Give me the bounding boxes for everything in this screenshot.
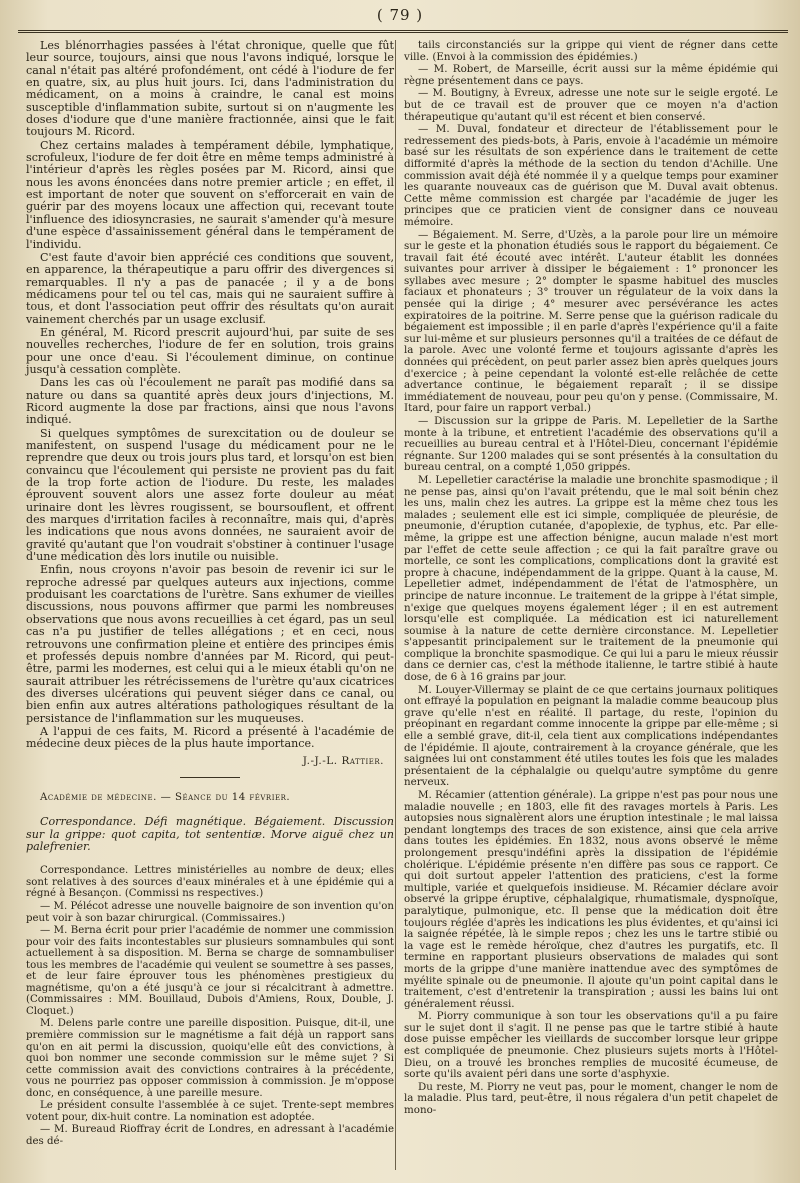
paragraph: Chez certains malades à tempérament débile, lymphatique, scrofuleux, l'iodure de fer doit être en même temps administré à l'intérieur d'après les règles posées par M. Ricord, ainsi que nous les avons énoncées dans notre premier article ; en effet, il est important de noter que souvent on s'efforcerait en vain de guérir par des moyens locaux une affection qui, recevant toute l'influence des idiosyncrasies, ne saurait s'amender qu'à mesure d'une espèce d'assainissement général dans le tempérament de l'individu. <box>26 138 394 251</box>
paragraph: — M. Bureaud Rioffray écrit de Londres, en adressant à l'académie des dé- <box>26 1124 394 1147</box>
section-summary: Correspondance. Défi magnétique. Bégaiement. Discussion sur la grippe: quot capita, tot sententiæ. Morve aiguë chez un palefrenier. <box>26 815 394 853</box>
paragraph: Enfin, nous croyons n'avoir pas besoin de revenir ici sur le reproche adressé par quelques auteurs aux injections, comme produisant les coarctations de l'urètre. Sans exhumer de vieilles discussions, nous pouvons affirmer que parmi les nombreuses observations que nous avons recueillies à cet égard, pas un seul cas n'a pu justifier de telles allégations ; et en ceci, nous retrouvons une confirmation pleine et entière des principes émis et professés depuis nombre d'années par M. Ricord, qui peut-être, parmi les modernes, est celui qui a le mieux établi qu'on ne saurait attribuer les rétrécissemens de l'urètre qu'aux cicatrices des diverses ulcérations qui peuvent siéger dans ce canal, ou bien enfin aux autres altérations pathologiques résultant de la persistance de l'inflammation sur les muqueuses. <box>26 563 394 725</box>
paragraph: M. Piorry communique à son tour les observations qu'il a pu faire sur le sujet dont il s'agit. Il ne pense pas que le tartre stibié à haute dose puisse empêcher les vieillards de succomber lorsque leur grippe est compliquée de pneumonie. Chez plusieurs sujets morts à l'Hôtel-Dieu, on a trouvé les bronches remplies de mucosité écumeuse, de sorte qu'ils avaient péri dans une sorte d'asphyxie. <box>404 1010 778 1081</box>
paragraph: A l'appui de ces faits, M. Ricord a présenté à l'académie de médecine deux pièces de la plus haute importance. <box>26 724 394 751</box>
author-signature: J.-J.-L. Rattier. <box>302 754 384 767</box>
paragraph: M. Lepelletier caractérise la maladie une bronchite spasmodique ; il ne pense pas, ainsi qu'on l'avait prétendu, que le mal soit bénin chez les uns, malin chez les autres. La grippe est la même chez tous les malades ; seulement elle est ici simple, compliquée de pleurésie, de pneumonie, d'éruption cutanée, d'apoplexie, de typhus, etc. Par elle-même, la grippe est une affection bénigne, aucun malade n'est mort par l'effet de cette seule affection ; ce qui la fait paraître grave ou mortelle, ce sont les complications, complications dont la gravité est propre à chacune, indépendamment de la grippe. Quant à la cause, M. Lepelletier admet, indépendamment de l'état de l'atmosphère, un principe de nature inconnue. Le traitement de la grippe à l'état simple, n'exige que quelques moyens également léger ; il en est autrement lorsqu'elle est compliquée. La médication est ici naturellement soumise à la nature de cette dernière circonstance. M. Lepelletier s'appesantit principalement sur le traitement de la pneumonie qui complique la bronchite spasmodique. Ce qui lui a paru le mieux réussir dans ce dernier cas, c'est la méthode italienne, le tartre stibié à haute dose, de 6 à 16 grains par jour. <box>404 473 778 684</box>
paragraph: C'est faute d'avoir bien apprécié ces conditions que souvent, en apparence, la thérapeutique a paru offrir des divergences si remarquables. Il n'y a pas de panacée ; il y a de bons médicamens pour tel ou tel cas, mais qui ne sauraient suffire à tous, et dont l'association peut offrir des résultats qu'on aurait vainement cherchés par un usage exclusif. <box>26 250 394 326</box>
paragraph: tails circonstanciés sur la grippe qui vient de régner dans cette ville. (Envoi à la commission des épidémies.) <box>404 39 778 63</box>
paragraph: M. Delens parle contre une pareille disposition. Puisque, dit-il, une première commission sur le magnétisme a fait déjà un rapport sans qu'on en ait permi la discussion, quoiqu'elle eût des convictions, à quoi bon nommer une seconde commission sur le même sujet ? Si cette commission avait des convictions contraires à la précédente, vous ne pourriez pas opposer commission à commission. Je m'oppose donc, en conséquence, à une pareille mesure. <box>26 1018 394 1099</box>
proceedings-text <box>26 865 394 1147</box>
column-separator <box>395 40 396 1170</box>
paragraph: Correspondance. Lettres ministérielles au nombre de deux; elles sont relatives à des sources d'eaux minérales et à une épidémie qui a régné à Besançon. (Commissi ns respectives.) <box>26 865 394 900</box>
left-column <box>26 40 394 1148</box>
paragraph: Les blénorrhagies passées à l'état chronique, quelle que fût leur source, toujours, ainsi que nous l'avons indiqué, lorsque le canal n'était pas altéré profondément, ont cédé à l'iodure de fer en quatre, six, au plus huit jours. Ici, dans l'administration du médicament, on a moins à craindre, le canal est moins susceptible d'inflammation subite, surtout si on n'augmente les doses d'iodure que d'une manière fractionnée, ainsi que le fait toujours M. Ricord. <box>26 39 394 139</box>
paragraph: M. Louyer-Villermay se plaint de ce que certains journaux politiques ont effrayé la population en peignant la maladie comme beaucoup plus grave qu'elle n'est en réalité. Il partage, du reste, l'opinion du préopinant en regardant comme innocente la grippe par elle-même ; si elle a semblé grave, dit-il, cela tient aux complications indépendantes de l'épidémie. Il ajoute, contrairement à la croyance générale, que les saignées lui ont constamment été utiles toutes les fois que les malades présentaient de la céphalalgie ou quelqu'autre symptôme du genre nerveux. <box>404 683 778 789</box>
divider <box>180 777 240 778</box>
paragraph: M. Récamier (attention générale). La grippe n'est pas pour nous une maladie nouvelle ; en 1803, elle fit des ravages mortels à Paris. Les autopsies nous signalèrent alors une éruption intestinale ; le mal laissa pendant longtemps des traces de son existence, ainsi que cela arrive dans toutes les épidémies. En 1832, nous avons observé le même prolongement presqu'indéfini après la dissipation de l'épidémie cholérique. L'épidémie présente n'en diffère pas sous ce rapport. Ce qui doit surtout appeler l'attention des praticiens, c'est la forme multiple, variée et quelquefois insidieuse. M. Récamier déclare avoir observé la grippe éruptive, céphalalgique, rhumatismale, dyspnoïque, paralytique, pulmonique, etc. Il pense que la médication doit être toujours réglée d'après les indications les plus évidentes, et qu'ainsi ici la saignée répétée, là le simple repos ; chez les uns le tartre stibié ou la vage est le remède héroïque, chez d'autres les purgatifs, etc. Il termine en rapportant plusieurs observations de malades qui sont morts de la grippe d'une manière inattendue avec des symptômes de myélite spinale ou de pneumonie. Il ajoute qu'un point capital dans le traitement, c'est d'entretenir la transpiration ; aussi les bains lui ont généralement réussi. <box>404 789 778 1010</box>
paragraph: Si quelques symptômes de surexcitation ou de douleur se manifestent, on suspend l'usage du médicament pour ne le reprendre que deux ou trois jours plus tard, et lorsqu'on est bien convaincu que l'écoulement qui persiste ne provient pas du fait de la trop forte action de l'iodure. Du reste, les malades éprouvent souvent alors une assez forte douleur au méat urinaire dont les lèvres rougissent, se boursouflent, et offrent des marques d'irritation faciles à reconnaître, mais qui, d'après les indications que nous avons données, ne sauraient avoir de gravité qu'autant que l'on voudrait s'obstiner à continuer l'usage d'une médication dès lors inutile ou nuisible. <box>26 426 394 564</box>
right-column <box>404 40 778 1118</box>
paragraph: — M. Pélécot adresse une nouvelle baignoire de son invention qu'on peut voir à son bazar chirurgical. (Commissaires.) <box>26 900 394 924</box>
section-heading: Académie de médecine. — Séance du 14 février. <box>40 791 291 803</box>
paragraph: — M. Robert, de Marseille, écrit aussi sur la même épidémie qui règne présentement dans ce pays. <box>404 63 778 87</box>
header-rule <box>18 30 788 33</box>
page-number: ( 79 ) <box>376 6 424 24</box>
paragraph: Le président consulte l'assemblée à ce sujet. Trente-sept membres votent pour, dix-huit contre. La nomination est adoptée. <box>26 1100 394 1123</box>
paragraph: En général, M. Ricord prescrit aujourd'hui, par suite de ses nouvelles recherches, l'iodure de fer en solution, trois grains pour une once d'eau. Si l'écoulement diminue, on continue jusqu'à cessation complète. <box>26 325 394 376</box>
paragraph: — M. Duval, fondateur et directeur de l'établissement pour le redressement des pieds-bots, à Paris, envoie à l'académie un mémoire basé sur les résultats de son expérience dans le traitement de cette difformité d'après la méthode de la section du tendon d'Achille. Une commission avait déjà été nommée il y a quelque temps pour examiner les quarante nouveaux cas de guérison que M. Duval avait obtenus. Cette même commission est chargée par l'académie de juger les principes que ce praticien vient de consigner dans ce nouveau mémoire. <box>404 123 778 228</box>
paragraph: Du reste, M. Piorry ne veut pas, pour le moment, changer le nom de la maladie. Plus tard, peut-être, il nous régalera d'un petit chapelet de mono- <box>404 1080 778 1117</box>
paragraph: — M. Berna écrit pour prier l'académie de nommer une commission pour voir des faits incontestables sur plusieurs somnambules qui sont actuellement à sa disposition. M. Berna se charge de somnambuliser tous les membres de l'académie qui veulent se soumettre à ses passes, et de leur faire éprouver tous les phénomènes prestigieux du magnétisme, qu'on a été jusqu'à ce jour si récalcitrant à admettre. (Commissaires : MM. Bouillaud, Dubois d'Amiens, Roux, Double, J. Cloquet.) <box>26 925 394 1017</box>
paragraph: — Bégaiement. M. Serre, d'Uzès, a la parole pour lire un mémoire sur le geste et la phonation étudiés sous le rapport du bégaiement. Ce travail fait été écouté avec intérêt. L'auteur établit les données suivantes pour arriver à dissiper le bégaiement : 1° prononcer les syllabes avec mesure ; 2° dompter le spasme habituel des muscles faciaux et phonateurs ; 3° trouver un régulateur de la voix dans la pensée qui la dirige ; 4° mesurer avec persévérance les actes expiratoires de la poitrine. M. Serre pense que la guérison radicale du bégaiement est impossible ; il en parle d'après l'expérience qu'il a faite sur lui-même et sur plusieurs personnes qu'il a traitées de ce défaut de la parole. Avec une volonté ferme et toujours agissante d'après les données qui précèdent, on peut parler assez bien après quelques jours d'exercice ; à peine cependant la volonté est-elle relâchée de cette advertance continue, le bégaiement reparaît ; il se dissipe immédiatement de nouveau, pour peu qu'on y pense. (Commissaire, M. Itard, pour faire un rapport verbal.) <box>404 228 778 415</box>
paragraph: — Discussion sur la grippe de Paris. M. Lepelletier de la Sarthe monte à la tribune, et entretient l'académie des observations qu'il a recueillies au bureau central et à l'Hôtel-Dieu, concernant l'épidémie régnante. Sur 1200 malades qui se sont présentés à la consultation du bureau central, on a compté 1,050 grippés. <box>404 415 778 474</box>
paragraph: — M. Boutigny, à Evreux, adresse une note sur le seigle ergoté. Le but de ce travail est de prouver que ce moyen n'a d'action thérapeutique qu'autant qu'il est récent et bien conservé. <box>404 87 778 123</box>
paragraph: Dans les cas où l'écoulement ne paraît pas modifié dans sa nature ou dans sa quantité après deux jours d'injections, M. Ricord augmente la dose par fractions, ainsi que nous l'avons indiqué. <box>26 376 394 427</box>
